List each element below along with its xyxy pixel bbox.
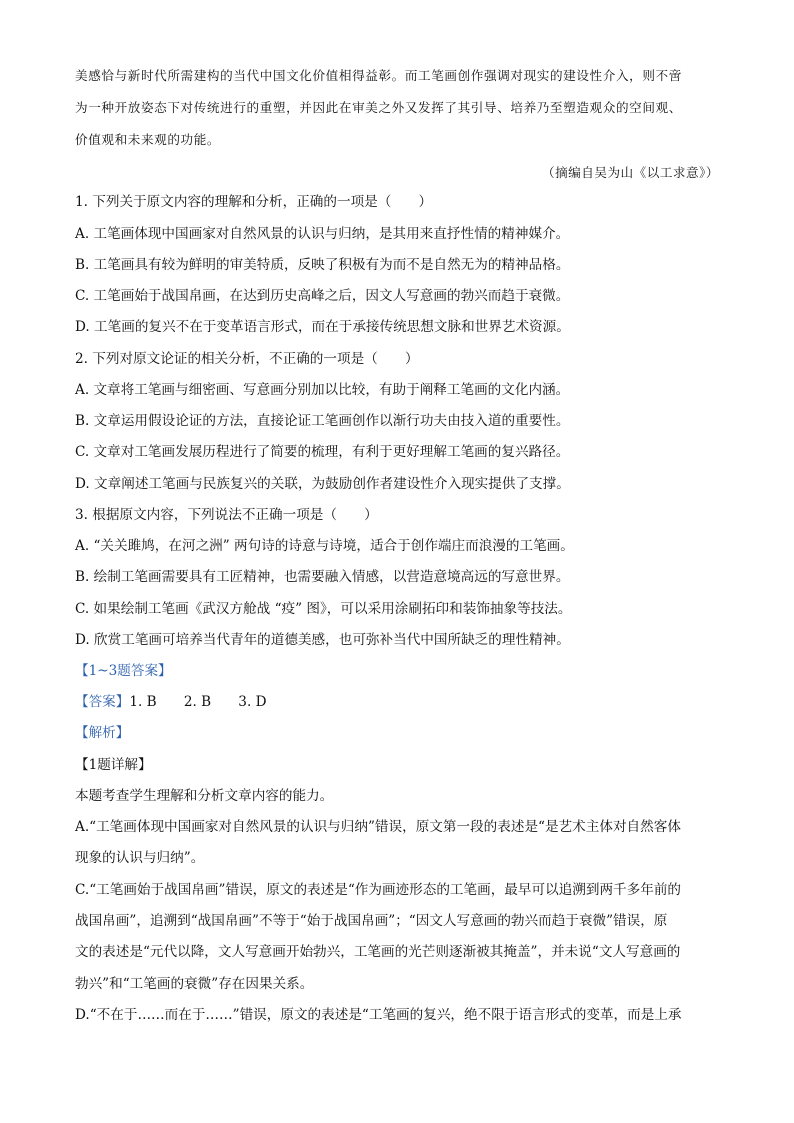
question-3-option-b: B. 绘制工笔画需要具有工匠精神，也需要融入情感，以营造意境高远的写意世界。 — [75, 569, 570, 585]
question-3-stem: 3. 根据原文内容，下列说法不正确一项是（ ） — [75, 507, 378, 523]
question-2-stem: 2. 下列对原文论证的相关分析，不正确的一项是（ ） — [75, 351, 419, 367]
question-1-option-c: C. 工笔画始于战国帛画，在达到历史高峰之后，因文人写意画的勃兴而趋于衰微。 — [75, 288, 570, 304]
explanation-c-line-4: 勃兴”和“工笔画的衰微”存在因果关系。 — [75, 976, 314, 992]
explanation-d-line-1: D.“不在于……而在于……”错误，原文的表述是“工笔画的复兴，绝不限于语言形式的变革，而是上承 — [75, 1007, 682, 1023]
explanation-intro: 本题考查学生理解和分析文章内容的能力。 — [75, 788, 334, 804]
answer-label: 【答案】 — [75, 694, 130, 710]
passage-line-2: 为一种开放姿态下对传统进行的重塑，并因此在审美之外又发挥了其引导、培养乃至塑造观众的空间观、 — [75, 100, 682, 115]
explanation-c-line-1: C.“工笔画始于战国帛画”错误，原文的表述是“作为画迹形态的工笔画，最早可以追溯到两千多年前的 — [75, 882, 682, 898]
question-1-stem: 1. 下列关于原文内容的理解和分析，正确的一项是（ ） — [75, 194, 433, 210]
question-3-option-a: A. “关关雎鸠，在河之洲” 两句诗的诗意与诗境，适合于创作端庄而浪漫的工笔画。 — [75, 538, 574, 554]
question-3-option-c: C. 如果绘制工笔画《武汉方舱战 “疫” 图》，可以采用涂刷拓印和装饰抽象等技法。 — [75, 601, 572, 617]
explanation-a-line-2: 现象的认识与归纳”。 — [75, 850, 205, 866]
question-2-option-a: A. 文章将工笔画与细密画、写意画分别加以比较，有助于阐释工笔画的文化内涵。 — [75, 382, 570, 398]
answer-row — [75, 693, 267, 711]
explanation-c-line-3: 文的表述是“元代以降，文人写意画开始勃兴，工笔画的光芒则逐渐被其掩盖”，并未说“文人写意画的 — [75, 944, 681, 960]
question-1-option-a: A. 工笔画体现中国画家对自然风景的认识与归纳，是其用来直抒性情的精神媒介。 — [75, 226, 570, 242]
analysis-label: 【解析】 — [75, 725, 130, 741]
answer-section-heading: 【1~3题答案】 — [75, 663, 172, 679]
passage-line-1: 美感恰与新时代所需建构的当代中国文化价值相得益彰。而工笔画创作强调对现实的建设性介入，则不啻 — [75, 68, 682, 83]
answer-values: 1. B 2. B 3. D — [129, 694, 267, 710]
explanation-c-line-2: 战国帛画”，追溯到“战国帛画”不等于“始于战国帛画”；“因文人写意画的勃兴而趋于衰微”错误，原 — [75, 913, 668, 929]
question-2-option-d: D. 文章阐述工笔画与民族复兴的关联，为鼓励创作者建设性介入现实提供了支撑。 — [75, 476, 570, 492]
question-3-option-d: D. 欣赏工笔画可培养当代青年的道德美感，也可弥补当代中国所缺乏的理性精神。 — [75, 632, 570, 648]
question-1-option-d: D. 工笔画的复兴不在于变革语言形式，而在于承接传统思想文脉和世界艺术资源。 — [75, 319, 570, 335]
question-2-option-c: C. 文章对工笔画发展历程进行了简要的梳理，有利于更好理解工笔画的复兴路径。 — [75, 444, 570, 460]
explanation-a-line-1: A.“工笔画体现中国画家对自然风景的认识与归纳”错误，原文第一段的表述是“是艺术主体对自然客体 — [75, 819, 681, 835]
passage-source: （摘编自吴为山《以工求意》） — [541, 165, 719, 180]
question-2-option-b: B. 文章运用假设论证的方法，直接论证工笔画创作以渐行功夫由技入道的重要性。 — [75, 413, 570, 429]
passage-line-3: 价值观和未来观的功能。 — [75, 132, 221, 147]
question-1-option-b: B. 工笔画具有较为鲜明的审美特质，反映了积极有为而不是自然无为的精神品格。 — [75, 257, 570, 273]
detail-label: 【1题详解】 — [75, 757, 152, 773]
